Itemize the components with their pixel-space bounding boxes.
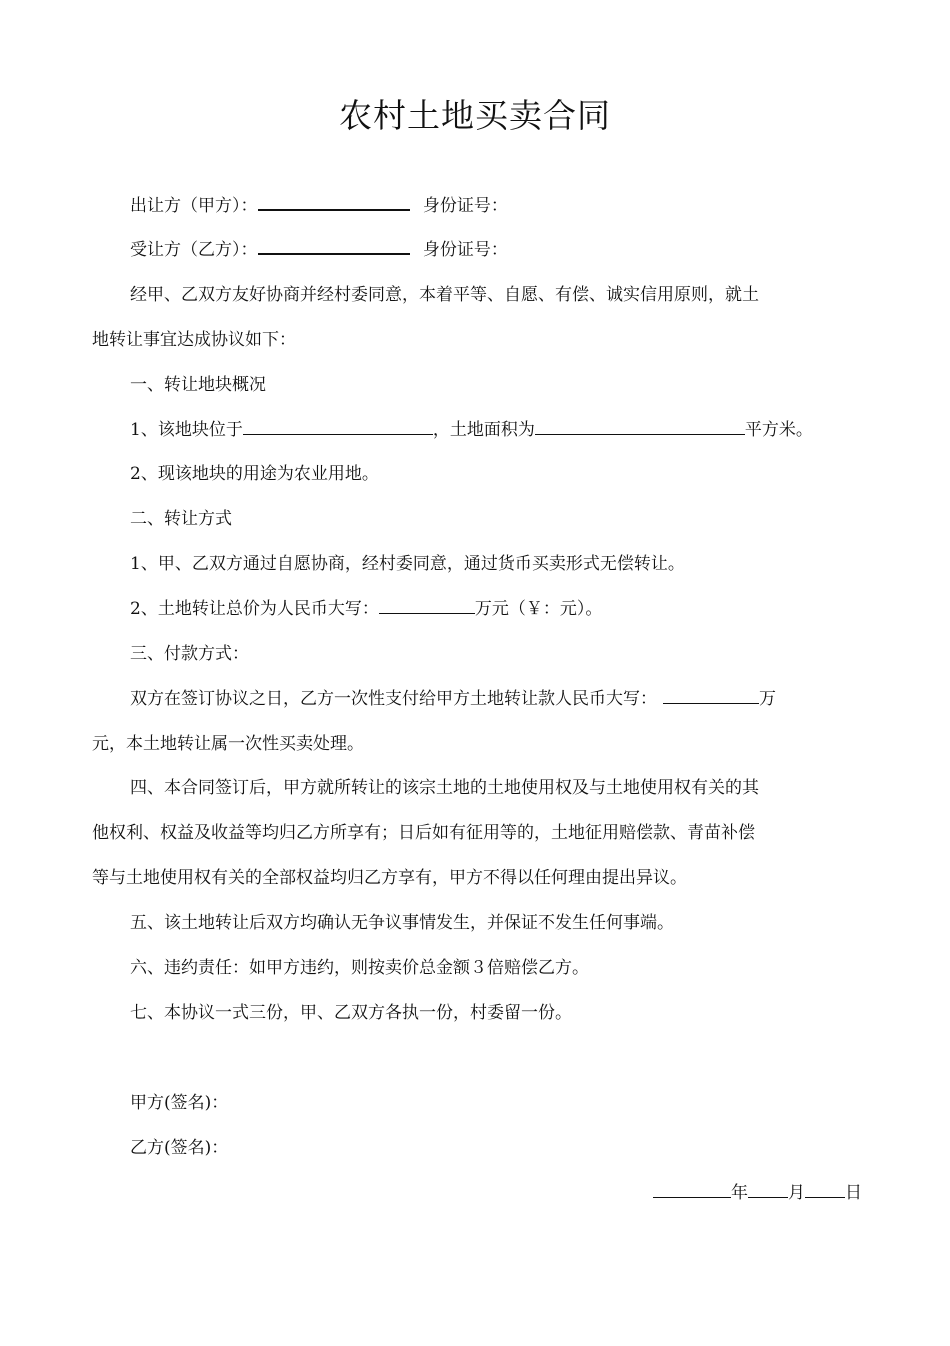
section-3-title: 三、付款方式： bbox=[130, 644, 249, 664]
section-1-item-1 bbox=[130, 418, 862, 442]
section-3-line-2: 元，本土地转让属一次性买卖处理。 bbox=[92, 734, 364, 754]
party-b-name-blank bbox=[258, 252, 410, 255]
price-unit: 万元（￥：元）。 bbox=[474, 599, 603, 619]
party-b-id-label: 身份证号： bbox=[422, 240, 508, 260]
area-blank bbox=[535, 433, 745, 435]
section-4-line-3: 等与土地使用权有关的全部权益均归乙方享有，甲方不得以任何理由提出异议。 bbox=[92, 868, 687, 888]
party-a-name-blank bbox=[258, 208, 410, 211]
section-7: 七、本协议一式三份，甲、乙双方各执一份，村委留一份。 bbox=[130, 1003, 572, 1023]
area-unit: 平方米。 bbox=[744, 420, 813, 440]
month-label: 月 bbox=[788, 1183, 805, 1203]
area-label: ，土地面积为 bbox=[432, 420, 535, 440]
day-label: 日 bbox=[845, 1183, 862, 1203]
date-line bbox=[92, 1181, 862, 1205]
section-2-item-1: 1、甲、乙双方通过自愿协商，经村委同意，通过货币买卖形式无偿转让。 bbox=[130, 554, 685, 574]
year-blank bbox=[653, 1196, 731, 1198]
section-2-title: 二、转让方式 bbox=[130, 509, 232, 529]
section-1-item-2: 2、现该地块的用途为农业用地。 bbox=[130, 464, 379, 484]
payment-unit: 万 bbox=[759, 689, 776, 709]
section-3-line-1 bbox=[130, 687, 862, 711]
party-a-id-label: 身份证号： bbox=[422, 196, 508, 216]
day-blank bbox=[805, 1196, 845, 1198]
month-blank bbox=[748, 1196, 788, 1198]
section-4-line-1: 四、本合同签订后，甲方就所转让的该宗土地的土地使用权及与土地使用权有关的其 bbox=[130, 778, 759, 798]
party-b-line bbox=[130, 238, 862, 262]
payment-blank bbox=[663, 702, 759, 704]
price-label: 2、土地转让总价为人民币大写： bbox=[130, 599, 379, 619]
payment-label: 双方在签订协议之日，乙方一次性支付给甲方土地转让款人民币大写： bbox=[130, 689, 657, 709]
page-title: 农村土地买卖合同 bbox=[339, 96, 611, 135]
party-a-signature: 甲方(签名)： bbox=[130, 1093, 229, 1113]
intro-line-2: 地转让事宜达成协议如下： bbox=[92, 330, 296, 350]
location-label: 1、该地块位于 bbox=[130, 420, 243, 440]
price-blank bbox=[379, 612, 475, 614]
section-6: 六、违约责任：如甲方违约，则按卖价总金额３倍赔偿乙方。 bbox=[130, 958, 589, 978]
party-b-label: 受让方（乙方）： bbox=[130, 240, 258, 260]
party-b-signature: 乙方(签名)： bbox=[130, 1138, 229, 1158]
section-5: 五、该土地转让后双方均确认无争议事情发生，并保证不发生任何事端。 bbox=[130, 913, 674, 933]
year-label: 年 bbox=[731, 1183, 748, 1203]
section-2-item-2 bbox=[130, 597, 862, 621]
section-4-line-2: 他权利、权益及收益等均归乙方所享有；日后如有征用等的，土地征用赔偿款、青苗补偿 bbox=[92, 823, 755, 843]
intro-line-1: 经甲、乙双方友好协商并经村委同意，本着平等、自愿、有偿、诚实信用原则，就土 bbox=[130, 285, 759, 305]
location-blank bbox=[243, 433, 433, 435]
section-1-title: 一、转让地块概况 bbox=[130, 375, 266, 395]
party-a-line bbox=[130, 194, 862, 218]
party-a-label: 出让方（甲方）： bbox=[130, 196, 258, 216]
